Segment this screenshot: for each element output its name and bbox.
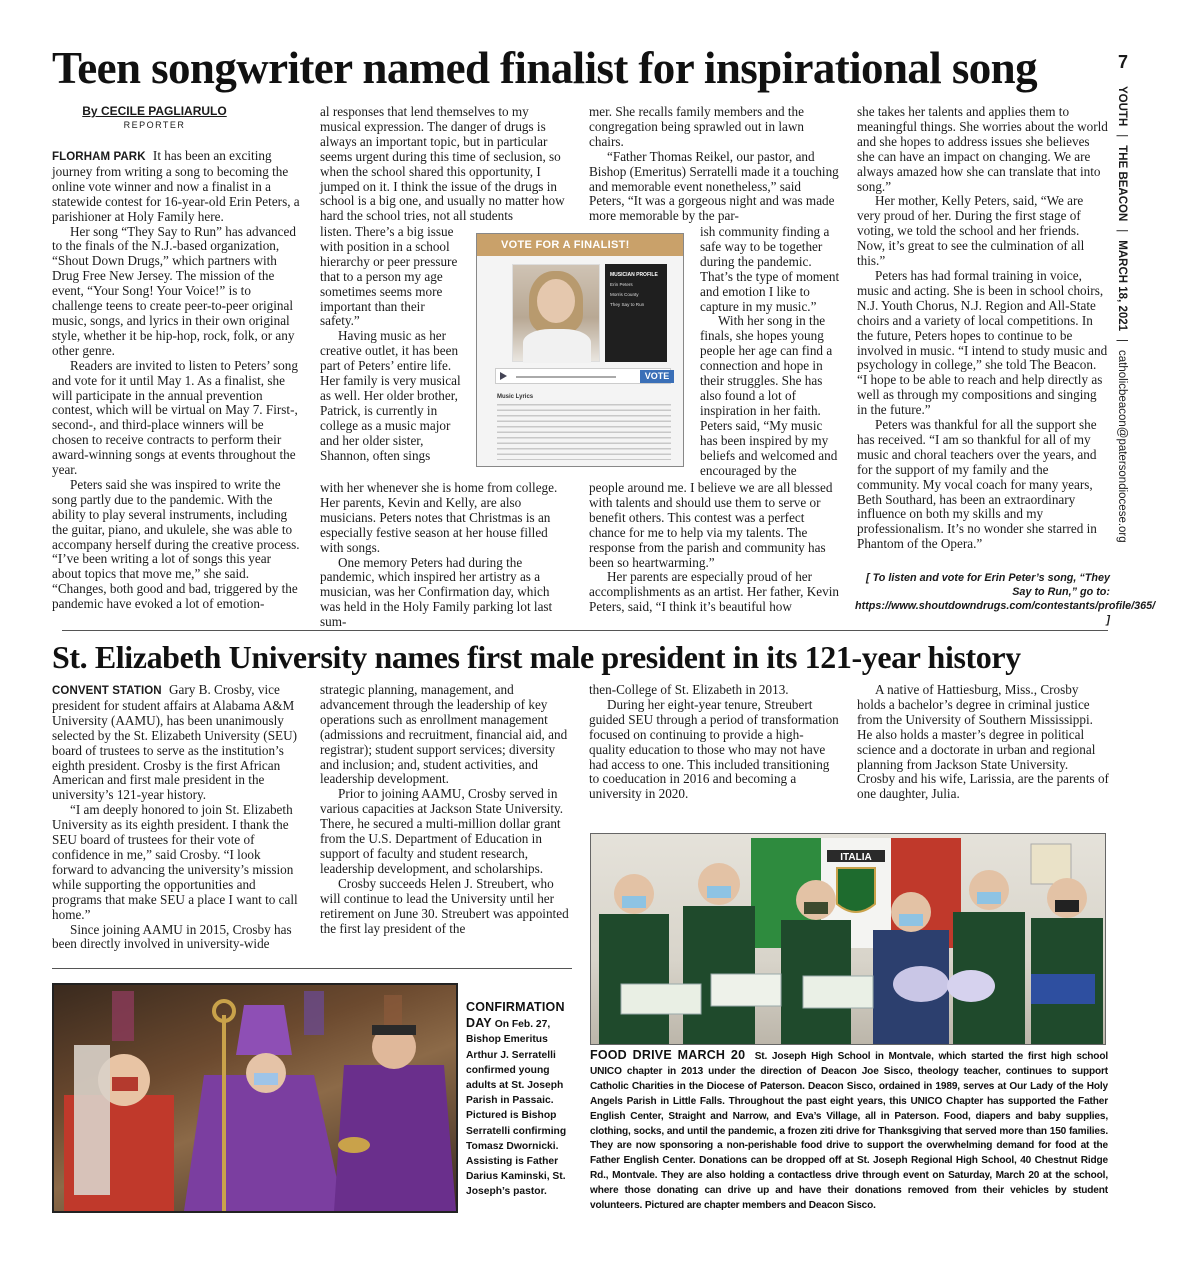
byline: [52, 104, 257, 130]
paragraph: “I am deeply honored to join St. Elizabeth University as its eighth president. I thank the SEU board of trustees for their vote of confidence in me,” said Crosby. “I look forward to advancing the university’s mission while supporting the opportunities and programs that make SEU a place I want to call home.”: [52, 802, 298, 922]
section-divider: [62, 630, 1108, 631]
paragraph: Since joining AAMU in 2015, Crosby has been directly involved in university-wide: [52, 921, 292, 952]
musician-profile: MUSICIAN PROFILE Erin Peters Morris County They Say to Run: [605, 264, 667, 362]
paragraph: Crosby succeeds Helen J. Streubert, who will continue to lead the University until her retirement on June 30. Streubert was appointed the first lay president of the: [320, 875, 569, 936]
progress-bar: [516, 376, 616, 378]
paragraph: listen. There’s a big issue with position in a school hierarchy or peer pressure that to a person my age sometimes seems more important than their safety.”: [320, 224, 458, 329]
article1-column-4: [857, 105, 1109, 552]
paragraph: al responses that lend themselves to my musical expression. The danger of drugs is always an important topic, but in particular seems urgent during this time of seclusion, so when the school shared this opportunity, I jumped on it. I think the issue of the drugs in school is a big one, and usually no matter how hard the school tries, not all students: [320, 104, 565, 224]
paragraph: Peters was thankful for all the support she has received. “I am so thankful for all of my music and choral teachers over the years, and for the support of my family and the community. My vocal coach for many years, Beth Southard, has been an extraordinary influence on both my skills and my professionalism. It’s no wonder she starred in Phantom of the Opera.”: [857, 417, 1097, 552]
vote-banner: VOTE FOR A FINALIST!: [477, 234, 683, 256]
paragraph: with her whenever she is home from college. Her parents, Kevin and Kelly, are also musicians. Peters notes that Christmas is an especially festive season at her house filled with songs.: [320, 480, 558, 555]
lyrics-text-lines: [497, 404, 671, 460]
paragraph: Readers are invited to listen to Peters’ song and vote for it until May 1. As a finalist, she will participate in the annual prevention contest, which will be virtual on May 7. First-, second-, and third-place winners will be chosen to receive contracts to perform their award-winning songs at events throughout the year.: [52, 357, 298, 478]
article2-column-3: [589, 683, 839, 802]
issue-date: MARCH 18, 2021: [1116, 240, 1128, 332]
confirmation-caption: [466, 1000, 568, 1200]
section-name: YOUTH: [1116, 86, 1128, 127]
food-drive-illustration: [591, 834, 1105, 1044]
paragraph: strategic planning, management, and advancement through the leadership of key operations such as enrollment management (admissions and recruitment, financial aid, and registrar); student support services; diversity and inclusion; and, student activities, and leadership development.: [320, 682, 568, 787]
paragraph: mer. She recalls family members and the congregation being sprawled out in lawn chairs.: [589, 104, 804, 149]
photo-divider: [52, 968, 572, 969]
food-drive-photo: [590, 833, 1106, 1045]
vote-button: VOTE: [640, 370, 674, 383]
page-number: 7: [1118, 52, 1129, 72]
headline-teen-songwriter: Teen songwriter named finalist for inspirational song: [52, 43, 1037, 93]
paragraph: CONVENT STATION Gary B. Crosby, vice president for student affairs at Alabama A&M University (AAMU), has been unanimously selected by the St. Elizabeth University (SEU) board of trustees to serve as the institution’s eighth president. Crosby is the first African American and first male president in the university’s 121-year history.: [52, 682, 298, 803]
paragraph: people around me. I believe we are all blessed with talents and should use them to serve or benefit others. This contest was a perfect chance for me to help via my talents. The response from the parish and community has been so heartwarming.”: [589, 480, 833, 570]
paragraph: Having music as her creative outlet, it has been part of Peters’ entire life. Her family is very musical as well. Her older brother, Patrick, is currently in college as a music major and her older sister, Shannon, often sings: [320, 328, 461, 463]
article1-column-2c: [320, 481, 572, 630]
dateline: FLORHAM PARK: [52, 151, 146, 163]
paragraph: With her song in the finals, she hopes young people her age can find a connection and hope in their struggles. She has also found a lot of inspiration in her faith. Peters said, “My music has been inspired by my beliefs and welcomed and encouraged by the: [700, 313, 838, 478]
paragraph: then-College of St. Elizabeth in 2013.: [589, 682, 789, 697]
contact-email: catholicbeacon@patersondiocese.org: [1116, 350, 1128, 543]
play-icon: [500, 372, 507, 380]
byline-author: By CECILE PAGLIARULO: [82, 104, 227, 118]
article2-column-1: [52, 683, 302, 952]
paragraph: One memory Peters had during the pandemic, which inspired her artistry as a musician, was her Confirmation day, which was held in the Holy Family parking lot last sum-: [320, 554, 553, 630]
caption-text: On Feb. 27, Bishop Emeritus Arthur J. Serratelli confirmed young adults at St. Joseph Parish in Passaic. Pictured is Bishop Serratelli confirming Tomasz Dwornicki. Assisting is Father Darius Kaminski, St. Joseph’s pastor.: [466, 1019, 567, 1198]
flag-text: ITALIA: [840, 852, 872, 863]
publication-name: THE BEACON: [1116, 145, 1128, 222]
paragraph: she takes her talents and applies them to meaningful things. She worries about the world and she hopes to address issues she believes she can have an impact on changing. We are always amazed how she can translate that into song.”: [857, 104, 1108, 194]
page-folio: YOUTH|THE BEACON|MARCH 18, 2021|catholicbeacon@patersondiocese.org: [1116, 86, 1128, 543]
article1-column-3a: [589, 105, 839, 224]
paragraph: FLORHAM PARK It has been an exciting journey from writing a song to becoming the online vote winner and now a finalist in a statewide contest for 16-year-old Erin Peters, a parishioner at Holy Family here.: [52, 148, 300, 224]
paragraph: Prior to joining AAMU, Crosby served in various capacities at Jackson State University. There, he secured a multi-million dollar grant from the U.S. Department of Education in support of faculty and student research, leadership development, and scholarships.: [320, 786, 564, 876]
dateline: CONVENT STATION: [52, 685, 162, 697]
vote-link-credit: [ To listen and vote for Erin Peter’s song, “They Say to Run,” go to: https://www.shoutdowndrugs.com/contestants/profile/365/ ]: [855, 572, 1156, 626]
paragraph: Her song “They Say to Run” has advanced to the finals of the N.J.-based organization, “Shout Down Drugs,” which partners with Drug Free New Jersey. The mission of the event, “Your Song! Your Voice!” is to challenge teens to create peer-to-peer original music, songs, and lyrics in their own original style, whether it be hip-hop, rock, folk, or any other genre.: [52, 223, 296, 358]
caption-heading: FOOD DRIVE MARCH 20: [590, 1048, 746, 1062]
article1-column-2a: [320, 105, 570, 224]
paragraph: A native of Hattiesburg, Miss., Crosby holds a bachelor’s degree in criminal justice from the University of Southern Mississippi. He also holds a master’s degree in political science and a doctorate in urban and regional planning from Jackson State University. Crosby and his wife, Larissia, are the parents of one daughter, Julia.: [857, 682, 1109, 802]
food-drive-caption: [590, 1048, 1108, 1214]
lyrics-title: Music Lyrics: [497, 394, 534, 400]
article1-column-2b: [320, 225, 466, 464]
caption-text: St. Joseph High School in Montvale, which started the first high school UNICO chapter in 2013 under the direction of Deacon Joe Sisco, theology teacher, continues to support Catholic Charities in the Diocese of Paterson. Deacon Sisco, ordained in 1989, serves at Our Lady of the Holy Angels Parish in Little Falls. Throughout the past eight years, this UNICO Chapter has supported the Father English Center, Straight and Narrow, and Eva’s Village, all in Paterson. Food, diapers and baby supplies, clothing, socks, and until the pandemic, a frozen ziti drive for Thanksgiving that served more than 150 families. They are now sponsoring a non-perishable food drive to support the overwhelming demand for food at the Father English Center. Donations can be dropped off at St. Joseph Regional High School, 40 Chestnut Ridge Rd., Montvale. They are also holding a contactless drive through event on Saturday, March 20 at the school, where those donating can drive up and have their donations removed from their vehicles by student volunteers. Pictured are chapter members and Deacon Sisco.: [590, 1051, 1108, 1212]
paragraph: Peters has had formal training in voice, music and acting. She is been in school choirs, N.J. Youth Chorus, N.J. Region and All-State choirs and a variety of local competitions. In the future, Peters hopes to continue to be involved in music. “I intend to study music and psychology in college,” she told The Beacon. “I hope to be able to reach and help directly as well as through my compositions and singing in the future.”: [857, 267, 1108, 418]
headline-st-elizabeth: St. Elizabeth University names first male president in its 121-year history: [52, 639, 1021, 675]
singer-photo: [512, 264, 600, 362]
paragraph: Peters said she was inspired to write the song partly due to the pandemic. With the ability to play several instruments, including the guitar, piano, and ukulele, she was able to accompany herself during the creative process. “I’ve been writing a lot of songs this year about topics that move me,” she said. “Changes, both good and bad, triggered by the pandemic have evoked a lot of emotion-: [52, 476, 300, 612]
article1-column-3c: [589, 481, 841, 615]
article2-column-2: [320, 683, 570, 936]
vote-finalist-screenshot: [476, 233, 684, 467]
paragraph: ish community finding a safe way to be together during the pandemic. That’s the type of moment and emotion I like to capture in my music.”: [700, 224, 840, 314]
confirmation-photo: [52, 983, 458, 1213]
paragraph: “Father Thomas Reikel, our pastor, and Bishop (Emeritus) Serratelli made it a touching and memorable event nonetheless,” said Peters, “It was a gorgeous night and was made more memorable by the par-: [589, 148, 839, 224]
paragraph: Her mother, Kelly Peters, said, “We are very proud of her. During the first stage of voting, we told the school and her friends. Now, it’s great to see the culmination of all this.”: [857, 193, 1085, 269]
paragraph: Her parents are especially proud of her accomplishments as an artist. Her father, Kevin Peters, said, “I think it’s beautiful how: [589, 569, 839, 615]
confirmation-illustration: [54, 985, 456, 1211]
article1-column-3b: [700, 225, 840, 478]
article2-column-4: [857, 683, 1109, 802]
article1-column-1: [52, 149, 302, 612]
caption-heading: CONFIRMATION DAY: [466, 1000, 565, 1031]
byline-role: REPORTER: [123, 120, 186, 130]
paragraph: During her eight-year tenure, Streubert guided SEU through a period of transformation focused on continuing to provide a high-quality education to those who may not have had access to one. This included transitioning to coeducation in 2016 and becoming a university in 2020.: [589, 696, 839, 802]
